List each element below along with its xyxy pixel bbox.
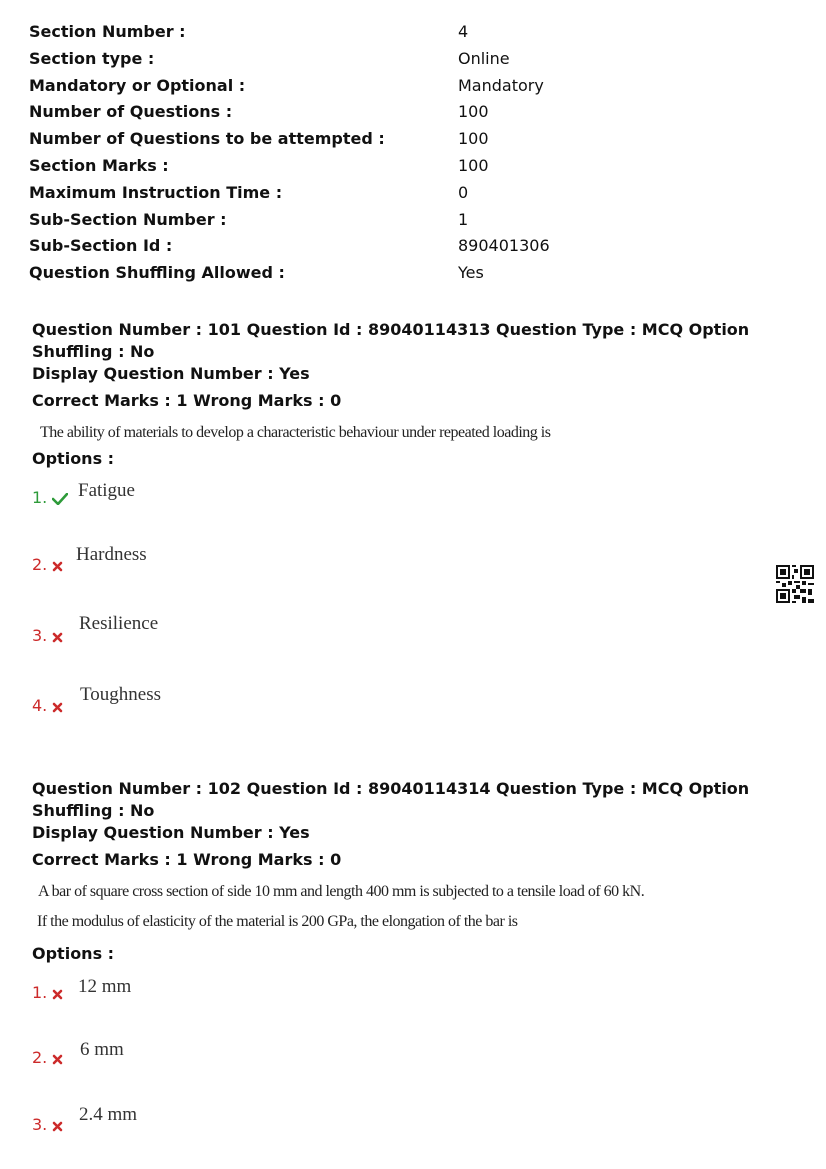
option-number: 2. [32, 1048, 48, 1067]
info-row-sub-section-number [29, 209, 589, 236]
option-number: 4. [32, 696, 48, 715]
option-text: Toughness [80, 684, 162, 705]
info-value: 100 [458, 102, 489, 122]
options-label: Options : [32, 449, 115, 468]
info-label: Question Shuffling Allowed : [29, 263, 285, 283]
cross-icon [52, 557, 63, 576]
qr-code-icon [776, 565, 814, 603]
question-102 [32, 778, 812, 931]
info-row-number-of-questions [29, 101, 589, 128]
option-number: 2. [32, 555, 48, 574]
question-marks: Correct Marks : 1 Wrong Marks : 0 [32, 391, 342, 410]
info-label: Number of Questions : [29, 102, 233, 122]
option-text: 12 mm [78, 976, 132, 997]
info-row-section-type [29, 48, 589, 75]
cross-icon [52, 985, 63, 1004]
info-row-section-number [29, 21, 589, 48]
info-label: Number of Questions to be attempted : [29, 129, 385, 149]
info-value: 100 [458, 129, 489, 149]
info-value: Online [458, 48, 510, 68]
info-label: Sub-Section Id : [29, 236, 173, 256]
option-number: 3. [32, 626, 48, 645]
info-label: Section Marks : [29, 155, 169, 175]
info-value: 4 [458, 22, 469, 41]
info-label: Sub-Section Number : [29, 209, 227, 229]
options-label: Options : [32, 944, 115, 963]
option-text: Fatigue [78, 480, 135, 501]
option-number: 1. [32, 983, 48, 1002]
cross-icon [52, 698, 63, 717]
info-row-mandatory [29, 75, 589, 102]
info-label: Maximum Instruction Time : [29, 182, 283, 202]
question-display-number: Display Question Number : Yes [32, 823, 310, 842]
question-text: A bar of square cross section of side 10 mm and length 400 mm is subjected to a tensile load of 60 kN. [38, 883, 645, 900]
info-value: 890401306 [458, 236, 550, 256]
info-value: 1 [458, 209, 469, 229]
check-icon [52, 490, 68, 509]
option-text: 6 mm [80, 1039, 124, 1060]
question-text-continued: If the modulus of elasticity of the material is 200 GPa, the elongation of the bar is [37, 913, 518, 930]
info-value: Mandatory [458, 75, 544, 95]
info-value: Yes [458, 263, 484, 283]
info-row-section-marks [29, 155, 589, 182]
question-marks: Correct Marks : 1 Wrong Marks : 0 [32, 850, 342, 869]
option-text: 2.4 mm [79, 1104, 138, 1125]
cross-icon [52, 1050, 63, 1069]
option-number: 1. [32, 488, 48, 507]
info-label: Mandatory or Optional : [29, 75, 246, 95]
option-text: Resilience [79, 613, 159, 634]
cross-icon [52, 628, 63, 647]
question-text: The ability of materials to develop a characteristic behaviour under repeated loading is [40, 424, 551, 441]
cross-icon [52, 1117, 63, 1136]
info-row-max-instruction-time [29, 182, 589, 209]
info-value: 100 [458, 155, 489, 175]
question-header: Question Number : 101 Question Id : 89040114313 Question Type : MCQ Option Shuffling : No [32, 320, 750, 361]
info-row-sub-section-id [29, 235, 589, 262]
option-text: Hardness [76, 544, 147, 565]
question-header: Question Number : 102 Question Id : 89040114314 Question Type : MCQ Option Shuffling : No [32, 779, 750, 820]
info-value: 0 [458, 182, 469, 202]
info-row-questions-to-attempt [29, 128, 589, 155]
info-label: Section type : [29, 48, 155, 68]
info-label: Section Number : [29, 22, 186, 41]
option-number: 3. [32, 1115, 48, 1134]
question-display-number: Display Question Number : Yes [32, 364, 310, 383]
info-row-question-shuffling [29, 262, 589, 289]
question-101 [32, 319, 812, 442]
section-info-table [29, 21, 589, 289]
